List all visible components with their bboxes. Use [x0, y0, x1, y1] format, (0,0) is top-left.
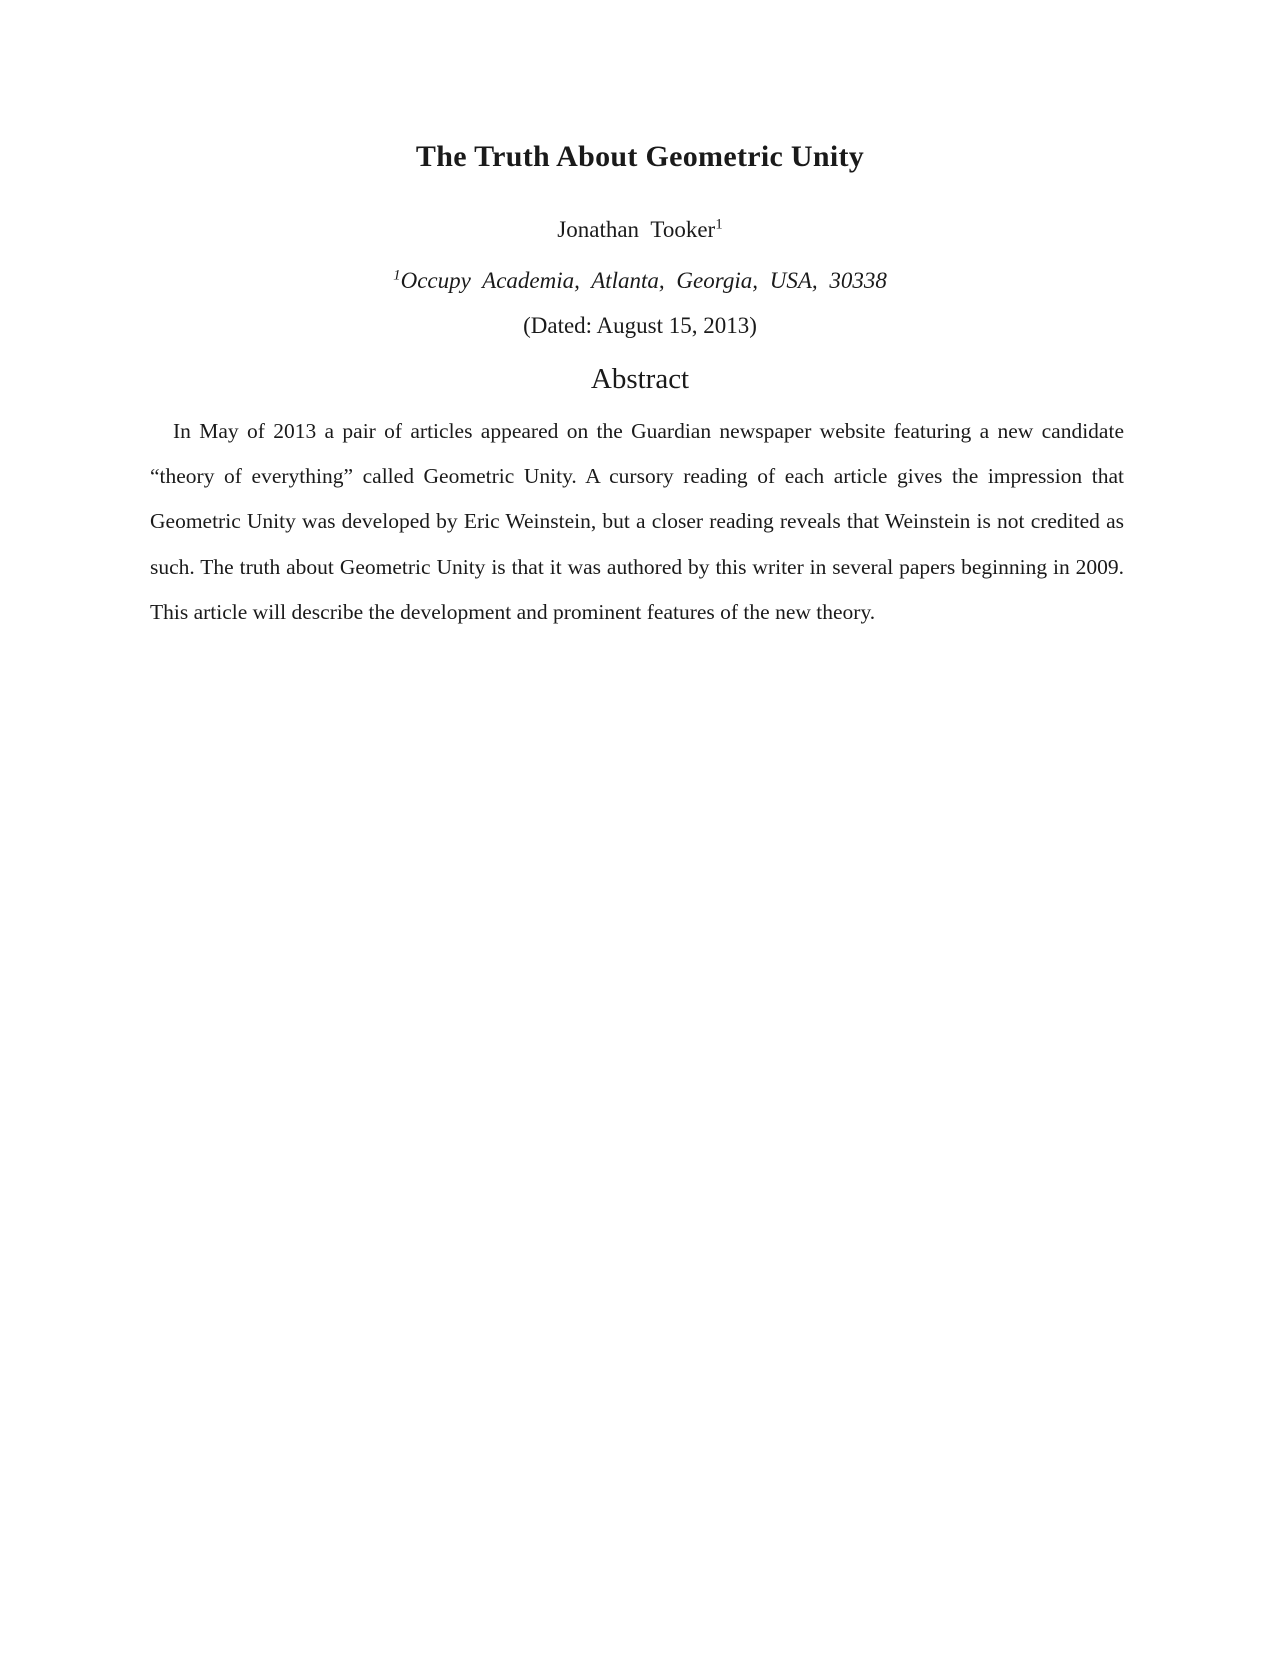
author-affiliation-marker: 1	[715, 216, 723, 233]
affiliation-line	[0, 268, 1280, 294]
date-line: (Dated: August 15, 2013)	[523, 313, 757, 338]
affiliation-text: Occupy Academia, Atlanta, Georgia, USA, 30338	[400, 268, 887, 293]
abstract-heading: Abstract	[590, 363, 690, 395]
affiliation-marker: 1	[393, 267, 401, 284]
author-line	[0, 217, 1280, 243]
author-name: Jonathan Tooker	[557, 217, 716, 242]
abstract-body: In May of 2013 a pair of articles appeared on the Guardian newspaper website featuring a new candidate “theory of everything” called Geometric Unity. A cursory reading of each article gives the impression that Geometric Unity was developed by Eric Weinstein, but a closer reading reveals that Weinstein is not credited as such. The truth about Geometric Unity is that it was authored by this writer in several papers beginning in 2009. This article will describe the development and prominent features of the new theory.	[150, 419, 1124, 624]
paper-title: The Truth About Geometric Unity	[415, 140, 865, 173]
